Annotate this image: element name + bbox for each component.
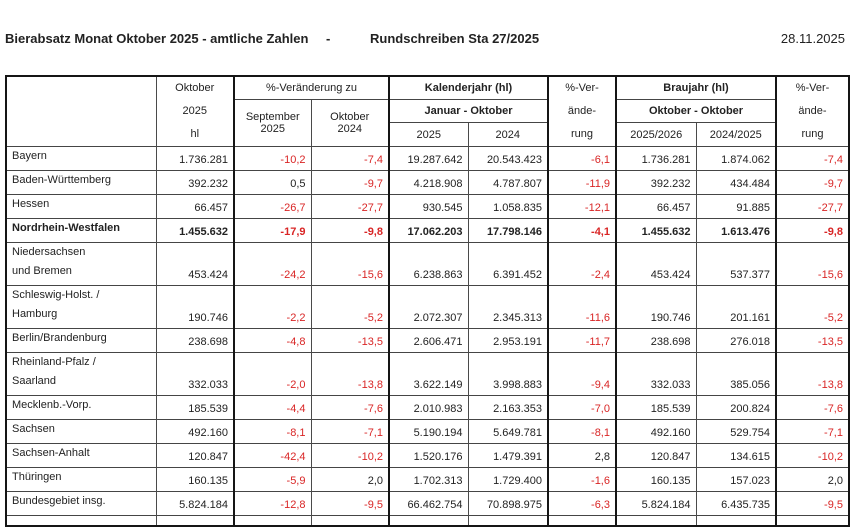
value-cell: -11,9 (548, 171, 616, 195)
value-cell: 4.787.807 (468, 171, 548, 195)
value-cell: 1.736.281 (616, 147, 696, 171)
table-row (6, 468, 849, 492)
value-cell: 537.377 (696, 243, 776, 286)
value-cell: -9,5 (776, 492, 849, 516)
table-row (6, 396, 849, 420)
value-cell: 20.543.423 (468, 147, 548, 171)
value-cell: 157.023 (696, 468, 776, 492)
value-cell: -10,2 (234, 147, 311, 171)
value-cell: 2,0 (311, 468, 389, 492)
value-cell: 3.622.149 (389, 353, 468, 396)
header-pct-change-bj: %-Ver- ände- rung (776, 76, 849, 147)
value-cell: 66.457 (616, 195, 696, 219)
value-cell: 434.484 (696, 171, 776, 195)
value-cell: 66.462.754 (389, 492, 468, 516)
header-brew-year-group: Braujahr (hl) (616, 76, 776, 99)
value-cell: -24,2 (234, 243, 311, 286)
value-cell: -9,8 (311, 219, 389, 243)
region-cell: Schleswig-Holst. / Hamburg (12, 289, 100, 320)
value-cell: -7,4 (311, 147, 389, 171)
table-row (6, 492, 849, 516)
value-cell: 2,8 (548, 444, 616, 468)
value-cell: 1.736.281 (156, 147, 234, 171)
empty-cell (234, 516, 311, 526)
value-cell: -10,2 (311, 444, 389, 468)
value-cell: -5,2 (776, 286, 849, 329)
value-cell: -5,2 (311, 286, 389, 329)
table-row (6, 420, 849, 444)
value-cell: -13,8 (311, 353, 389, 396)
value-cell: 6.391.452 (468, 243, 548, 286)
corner-cell (6, 76, 156, 147)
value-cell: 492.160 (616, 420, 696, 444)
value-cell: 1.455.632 (616, 219, 696, 243)
header-kj-2024: 2024 (468, 123, 548, 147)
beer-sales-table (5, 75, 850, 527)
value-cell: 1.058.835 (468, 195, 548, 219)
header-pct-change-group: %-Veränderung zu (234, 76, 389, 99)
value-cell: -6,3 (548, 492, 616, 516)
header-vs-october: Oktober 2024 (311, 99, 389, 147)
table-header (6, 76, 849, 147)
table-row (6, 243, 849, 286)
value-cell: -10,2 (776, 444, 849, 468)
value-cell: -9,7 (311, 171, 389, 195)
table-row (6, 171, 849, 195)
value-cell: 1.520.176 (389, 444, 468, 468)
document-header (0, 31, 850, 47)
value-cell: -4,1 (548, 219, 616, 243)
document-title: Bierabsatz Monat Oktober 2025 - amtliche Zahlen (5, 31, 309, 46)
region-cell: Sachsen (12, 423, 55, 435)
empty-cell (468, 516, 548, 526)
value-cell: -4,8 (234, 329, 311, 353)
value-cell: 6.238.863 (389, 243, 468, 286)
table-row (6, 147, 849, 171)
value-cell: -13,5 (311, 329, 389, 353)
empty-cell (776, 516, 849, 526)
value-cell: 190.746 (616, 286, 696, 329)
value-cell: 332.033 (616, 353, 696, 396)
region-cell: Thüringen (12, 471, 62, 483)
region-cell: Bundesgebiet insg. (12, 495, 106, 507)
cut-off-row (6, 516, 849, 526)
table-row (6, 329, 849, 353)
value-cell: 238.698 (156, 329, 234, 353)
value-cell: -27,7 (311, 195, 389, 219)
value-cell: 2.345.313 (468, 286, 548, 329)
value-cell: -11,6 (548, 286, 616, 329)
region-cell: Berlin/Brandenburg (12, 332, 107, 344)
table-row (6, 353, 849, 396)
value-cell: 91.885 (696, 195, 776, 219)
document-date: 28.11.2025 (780, 31, 845, 46)
header-october-october: Oktober - Oktober (616, 99, 776, 123)
value-cell: 3.998.883 (468, 353, 548, 396)
value-cell: 930.545 (389, 195, 468, 219)
value-cell: -11,7 (548, 329, 616, 353)
header-month-hl: Oktober 2025 hl (156, 76, 234, 147)
value-cell: 200.824 (696, 396, 776, 420)
value-cell: -17,9 (234, 219, 311, 243)
value-cell: 1.702.313 (389, 468, 468, 492)
empty-cell (696, 516, 776, 526)
region-cell: Mecklenb.-Vorp. (12, 399, 92, 411)
value-cell: 276.018 (696, 329, 776, 353)
circular-reference: Rundschreiben Sta 27/2025 (370, 31, 540, 46)
value-cell: -9,8 (776, 219, 849, 243)
value-cell: 19.287.642 (389, 147, 468, 171)
region-cell: Hessen (12, 198, 50, 210)
value-cell: 5.190.194 (389, 420, 468, 444)
value-cell: -12,8 (234, 492, 311, 516)
empty-cell (548, 516, 616, 526)
empty-cell (311, 516, 389, 526)
value-cell: 332.033 (156, 353, 234, 396)
value-cell: -7,6 (311, 396, 389, 420)
region-cell: Bayern (12, 150, 47, 162)
value-cell: -5,9 (234, 468, 311, 492)
value-cell: 185.539 (156, 396, 234, 420)
value-cell: 185.539 (616, 396, 696, 420)
value-cell: -7,0 (548, 396, 616, 420)
value-cell: -13,8 (776, 353, 849, 396)
value-cell: 4.218.908 (389, 171, 468, 195)
value-cell: -9,7 (776, 171, 849, 195)
value-cell: 2.953.191 (468, 329, 548, 353)
table-row (6, 286, 849, 329)
value-cell: 190.746 (156, 286, 234, 329)
header-calendar-year-group: Kalenderjahr (hl) (389, 76, 548, 99)
value-cell: 2.163.353 (468, 396, 548, 420)
value-cell: -2,4 (548, 243, 616, 286)
value-cell: 453.424 (616, 243, 696, 286)
value-cell: 134.615 (696, 444, 776, 468)
value-cell: 238.698 (616, 329, 696, 353)
empty-cell (616, 516, 696, 526)
table-row (6, 444, 849, 468)
header-bj-2024-2025: 2024/2025 (696, 123, 776, 147)
value-cell: -7,1 (311, 420, 389, 444)
value-cell: -12,1 (548, 195, 616, 219)
value-cell: 120.847 (616, 444, 696, 468)
value-cell: 1.479.391 (468, 444, 548, 468)
value-cell: 1.729.400 (468, 468, 548, 492)
value-cell: -9,5 (311, 492, 389, 516)
header-kj-2025: 2025 (389, 123, 468, 147)
value-cell: 160.135 (616, 468, 696, 492)
value-cell: 66.457 (156, 195, 234, 219)
empty-cell (389, 516, 468, 526)
value-cell: 2,0 (776, 468, 849, 492)
value-cell: 2.010.983 (389, 396, 468, 420)
value-cell: -2,0 (234, 353, 311, 396)
value-cell: 392.232 (156, 171, 234, 195)
value-cell: 2.072.307 (389, 286, 468, 329)
value-cell: -15,6 (776, 243, 849, 286)
value-cell: 17.062.203 (389, 219, 468, 243)
value-cell: 5.824.184 (156, 492, 234, 516)
value-cell: 5.649.781 (468, 420, 548, 444)
header-vs-september: September 2025 (234, 99, 311, 147)
value-cell: 201.161 (696, 286, 776, 329)
value-cell: -42,4 (234, 444, 311, 468)
value-cell: 392.232 (616, 171, 696, 195)
value-cell: 492.160 (156, 420, 234, 444)
value-cell: 120.847 (156, 444, 234, 468)
table-body (6, 147, 849, 526)
value-cell: -8,1 (234, 420, 311, 444)
table-row (6, 219, 849, 243)
value-cell: -6,1 (548, 147, 616, 171)
value-cell: 529.754 (696, 420, 776, 444)
empty-cell (6, 516, 156, 526)
value-cell: -7,1 (776, 420, 849, 444)
region-cell: Baden-Württemberg (12, 174, 112, 186)
value-cell: 160.135 (156, 468, 234, 492)
value-cell: -26,7 (234, 195, 311, 219)
table-row (6, 195, 849, 219)
header-pct-change-kj: %-Ver- ände- rung (548, 76, 616, 147)
value-cell: -7,4 (776, 147, 849, 171)
value-cell: 2.606.471 (389, 329, 468, 353)
value-cell: 0,5 (234, 171, 311, 195)
value-cell: -2,2 (234, 286, 311, 329)
value-cell: -4,4 (234, 396, 311, 420)
value-cell: 453.424 (156, 243, 234, 286)
header-january-october: Januar - Oktober (389, 99, 548, 123)
value-cell: -8,1 (548, 420, 616, 444)
empty-cell (156, 516, 234, 526)
value-cell: 5.824.184 (616, 492, 696, 516)
region-cell: Niedersachsen und Bremen (12, 246, 86, 277)
value-cell: 385.056 (696, 353, 776, 396)
title-separator: - (326, 31, 331, 46)
region-cell: Rheinland-Pfalz / Saarland (12, 356, 96, 387)
region-cell: Nordrhein-Westfalen (12, 222, 120, 234)
value-cell: -27,7 (776, 195, 849, 219)
value-cell: -7,6 (776, 396, 849, 420)
value-cell: 1.455.632 (156, 219, 234, 243)
region-cell: Sachsen-Anhalt (12, 447, 90, 459)
value-cell: 17.798.146 (468, 219, 548, 243)
value-cell: -1,6 (548, 468, 616, 492)
header-bj-2025-2026: 2025/2026 (616, 123, 696, 147)
value-cell: -15,6 (311, 243, 389, 286)
value-cell: -9,4 (548, 353, 616, 396)
value-cell: 1.613.476 (696, 219, 776, 243)
value-cell: 6.435.735 (696, 492, 776, 516)
value-cell: 1.874.062 (696, 147, 776, 171)
value-cell: 70.898.975 (468, 492, 548, 516)
value-cell: -13,5 (776, 329, 849, 353)
